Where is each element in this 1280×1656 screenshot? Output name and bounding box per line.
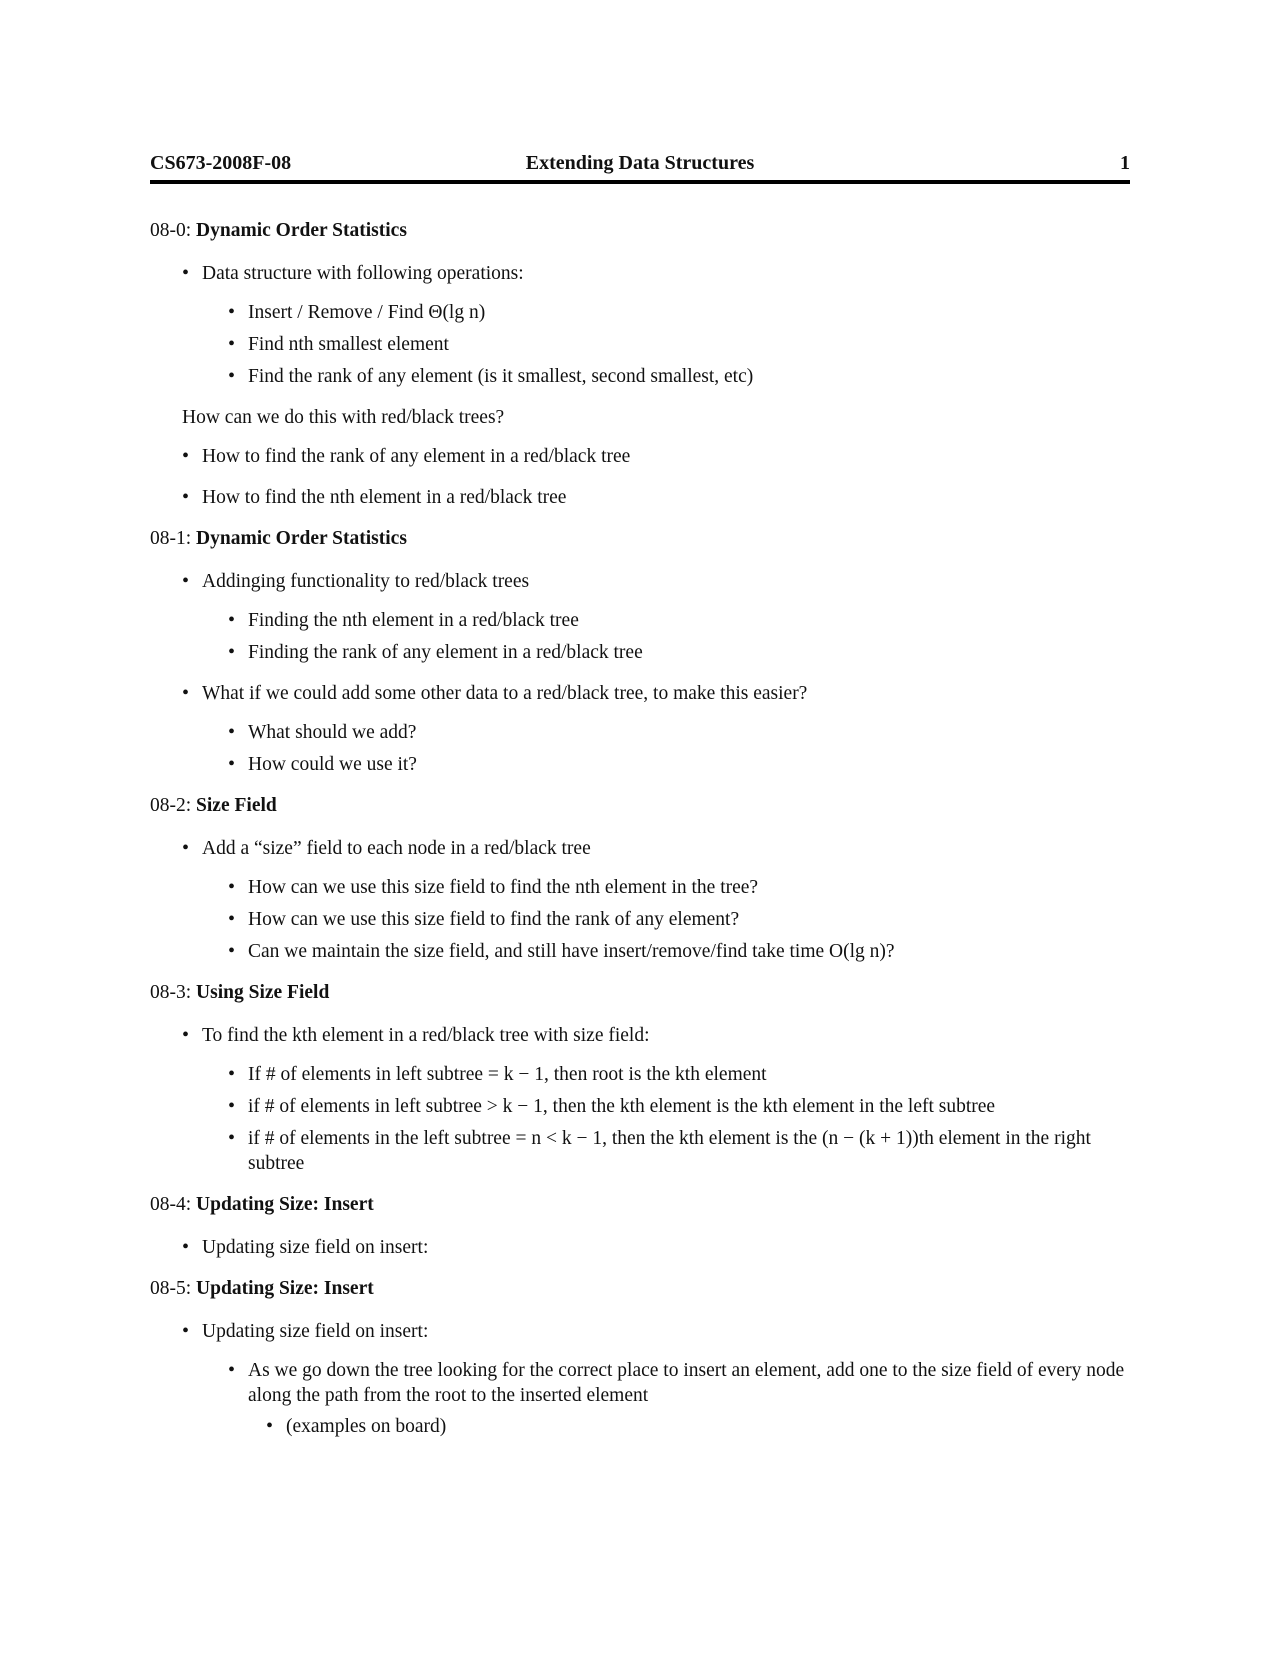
- list-item: • How to find the rank of any element in a red/black tree: [202, 444, 1130, 469]
- section-08-2: [150, 793, 1130, 964]
- list-item: • To find the kth element in a red/black tree with size field: • If # of elements in left subtree = k − 1, then root is the kth element • if # of elements in left subtree > k − 1, then the kth element is the kth element in the left subtree • if # of elements in the left subtree = n < k − 1, then the kth element is the (n − (k + 1))th element in the right subtree: [202, 1023, 1130, 1176]
- list-item: • Can we maintain the size field, and still have insert/remove/find take time O(lg n)?: [248, 939, 1130, 964]
- list-item: • As we go down the tree looking for the correct place to insert an element, add one to the size field of every node along the path from the root to the inserted element • (examples on board): [248, 1358, 1130, 1439]
- list-item: • Add a “size” field to each node in a red/black tree • How can we use this size field to find the nth element in the tree? • How can we use this size field to find the rank of any element? • Can we maintain the size field, and still have insert/remove/find take time O(lg n)?: [202, 836, 1130, 964]
- list-item: • Find nth smallest element: [248, 332, 1130, 357]
- list-item: • Updating size field on insert:: [202, 1235, 1130, 1260]
- section-heading: 08-5: Updating Size: Insert: [150, 1278, 374, 1299]
- slide-content: [150, 218, 1130, 1455]
- list-item: • Find the rank of any element (is it smallest, second smallest, etc): [248, 364, 1130, 389]
- list-item: • Updating size field on insert: • As we go down the tree looking for the correct place to insert an element, add one to the size field of every node along the path from the root to the inserted element • (examples on board): [202, 1319, 1130, 1439]
- list-item: • if # of elements in left subtree > k − 1, then the kth element is the kth element in the left subtree: [248, 1094, 1130, 1119]
- section-heading: 08-3: Using Size Field: [150, 982, 330, 1003]
- list-item: • How can we use this size field to find the rank of any element?: [248, 907, 1130, 932]
- list-item: • Addinging functionality to red/black trees • Finding the nth element in a red/black tree • Finding the rank of any element in a red/black tree: [202, 569, 1130, 665]
- list-item: • How can we use this size field to find the nth element in the tree?: [248, 875, 1130, 900]
- page-number: 1: [1120, 152, 1130, 174]
- course-code: CS673-2008F-08: [150, 152, 292, 174]
- section-08-1: [150, 526, 1130, 777]
- list-item: • How to find the nth element in a red/black tree: [202, 485, 1130, 510]
- section-heading: 08-0: Dynamic Order Statistics: [150, 220, 407, 241]
- list-item: • Finding the rank of any element in a red/black tree: [248, 640, 1130, 665]
- section-08-3: [150, 980, 1130, 1176]
- section-heading: 08-2: Size Field: [150, 795, 277, 816]
- page-header: [150, 152, 1130, 175]
- list-item: • Finding the nth element in a red/black tree: [248, 608, 1130, 633]
- header-rule: [150, 180, 1130, 184]
- list-item: • How could we use it?: [248, 752, 1130, 777]
- list-item: • if # of elements in the left subtree = n < k − 1, then the kth element is the (n − (k + 1))th element in the right subtree: [248, 1126, 1130, 1176]
- section-08-5: [150, 1276, 1130, 1439]
- section-heading: 08-4: Updating Size: Insert: [150, 1194, 374, 1215]
- list-item: • Data structure with following operations: • Insert / Remove / Find Θ(lg n) • Find nth smallest element • Find the rank of any element (is it smallest, second smallest, etc): [202, 261, 1130, 389]
- list-item: • (examples on board): [286, 1414, 1130, 1439]
- section-08-0: [150, 218, 1130, 510]
- section-08-4: [150, 1192, 1130, 1260]
- section-heading: 08-1: Dynamic Order Statistics: [150, 528, 407, 549]
- document-title: Extending Data Structures: [525, 152, 755, 174]
- list-item: • What if we could add some other data to a red/black tree, to make this easier? • What should we add? • How could we use it?: [202, 681, 1130, 777]
- question-text: How can we do this with red/black trees?: [182, 407, 505, 428]
- list-item: • Insert / Remove / Find Θ(lg n): [248, 300, 1130, 325]
- list-item: • What should we add?: [248, 720, 1130, 745]
- list-item: • If # of elements in left subtree = k − 1, then root is the kth element: [248, 1062, 1130, 1087]
